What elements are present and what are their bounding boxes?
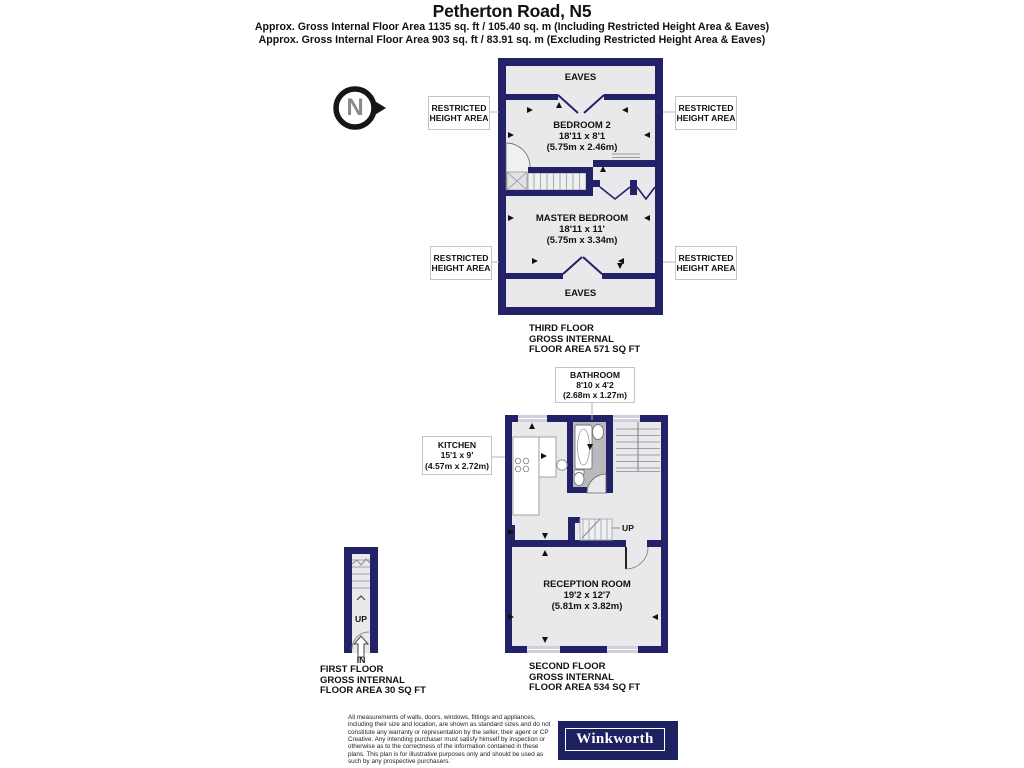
room-imperial: 19'2 x 12'7 (563, 589, 611, 601)
up-stairs (580, 519, 612, 540)
restricted-height-label-bottom-right: RESTRICTED HEIGHT AREA (675, 246, 737, 280)
third-floor-plan (488, 58, 675, 315)
winkworth-logo (558, 721, 678, 760)
staircase (528, 173, 586, 190)
sink (593, 425, 604, 440)
winkworth-logo-text: Winkworth (576, 731, 654, 747)
restricted-height-label-top-left: RESTRICTED HEIGHT AREA (428, 96, 490, 130)
restricted-height-label-top-right: RESTRICTED HEIGHT AREA (675, 96, 737, 130)
room-metric: (4.57m x 2.72m) (424, 460, 489, 471)
third-floor-caption: THIRD FLOOR GROSS INTERNAL FLOOR AREA 571 SQ FT (529, 323, 641, 356)
up-label-second-floor: UP (622, 523, 634, 533)
chimney (507, 172, 527, 190)
up-label-first-floor: UP (355, 614, 367, 624)
restricted-height-label-bottom-left: RESTRICTED HEIGHT AREA (430, 246, 492, 280)
room-metric: (5.81m x 3.82m) (551, 600, 623, 612)
reception-room-label (512, 580, 662, 612)
room-imperial: 8'10 x 4'2 (576, 379, 614, 390)
eaves-label-bottom: EAVES (564, 288, 597, 299)
room-imperial: 15'1 x 9' (440, 450, 474, 461)
bathroom-room (567, 415, 613, 493)
bedroom2-label (507, 121, 657, 153)
room-name: BATHROOM (570, 369, 620, 380)
bathroom-label (555, 367, 635, 403)
room-name: MASTER BEDROOM (535, 213, 629, 224)
second-floor-caption: SECOND FLOOR GROSS INTERNAL FLOOR AREA 534 SQ FT (529, 661, 641, 694)
page-title: Petherton Road, N5 (432, 1, 592, 21)
kitchen-sink (557, 460, 567, 470)
room-name: KITCHEN (437, 440, 477, 451)
room-name: BEDROOM 2 (553, 120, 611, 131)
subtitle-including: Approx. Gross Internal Floor Area 1135 sq. ft / 105.40 sq. m (Including Restricted Height Area & Eaves) (254, 21, 770, 33)
winkworth-logo-frame (565, 728, 665, 751)
eaves-label-top: EAVES (564, 72, 597, 83)
room-imperial: 18'11 x 11' (559, 223, 605, 235)
room-imperial: 18'11 x 8'1 (558, 130, 606, 142)
room-metric: (2.68m x 1.27m) (562, 390, 627, 401)
room-name: RECEPTION ROOM (543, 579, 631, 590)
first-floor-plan (344, 547, 378, 657)
north-letter: N (346, 94, 364, 121)
disclaimer-text: All measurements of walls, doors, windows, fittings and appliances, including their size and location, are shown as standard sizes and do not constitute any warranty or representation by the seller, their agent or CP Creative. Any intending purchaser must satisfy himself by inspection or otherwise as to the correctness of the information contained in these plans. This plan is for illustrative purposes only and should be used as such by any prospective purchasers. (348, 714, 551, 766)
subtitle-excluding: Approx. Gross Internal Floor Area 903 sq. ft / 83.91 sq. m (Excluding Restricted Height Area & Eaves) (258, 34, 766, 46)
first-floor-caption: FIRST FLOOR GROSS INTERNAL FLOOR AREA 30 SQ FT (320, 664, 426, 697)
room-metric: (5.75m x 3.34m) (546, 234, 618, 246)
master-bedroom-label (507, 214, 657, 246)
kitchen-label (422, 436, 492, 475)
second-floor-plan (490, 399, 668, 653)
in-label: IN (356, 655, 366, 665)
room-metric: (5.75m x 2.46m) (546, 141, 618, 153)
toilet (574, 473, 584, 486)
